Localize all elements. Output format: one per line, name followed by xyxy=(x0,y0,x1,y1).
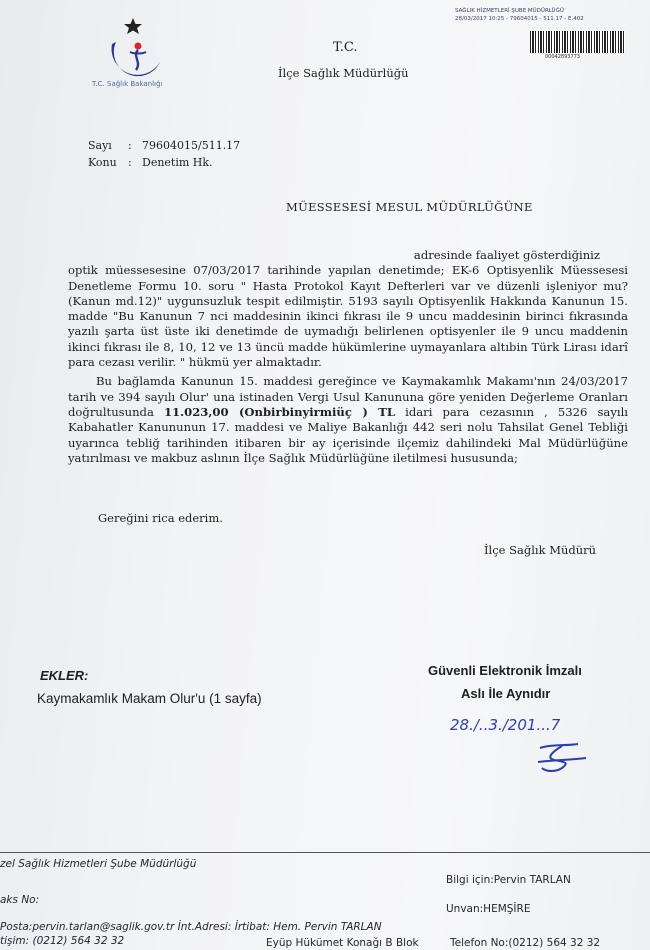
paragraph-1-first-line: adresinde faaliyet gösterdiğiniz xyxy=(413,248,600,262)
footer-phone-left: tişim: (0212) 564 32 32 xyxy=(0,935,125,947)
footer-email: Posta:pervin.tarlan@saglik.gov.tr İnt.Adresi: İrtibat: Hem. Pervin TARLAN xyxy=(0,921,382,933)
letter-body xyxy=(68,248,628,466)
footer-phone-right: Telefon No:(0212) 564 32 32 xyxy=(450,937,601,949)
certification-line-1: Güvenli Elektronik İmzalı xyxy=(428,663,582,678)
stamp-line-2: 28/03/2017 10:25 - 79604015 - 511.17 - E.402 xyxy=(455,16,584,22)
paragraph-1: optik müessesesine 07/03/2017 tarihinde yapılan denetimde; EK-6 Optisyenlik Müessesesi Denetleme Formu 10. soru " Hasta Protokol Kayıt Defterleri var ve düzenli işleniyor mu? (Kanun md.12)" uygunsuzluk tespit edilmiştir. 5193 sayılı Optisyenlik Hakkında Kanunun 15. madde "Bu Kanunun 7 nci maddesinin ikinci fıkrası ile 9 uncu maddesinin birinci fıkrasında yazılı şarta üst üste iki denetimde de uymadığı belirlenen optisyenler ile 9 uncu maddenin ikinci fıkrası ile 8, 10, 12 ve 13 üncü madde hükümlerine uymayanlara altıbin Türk Lirası idarî para cezası verilir. " hükmü yer almaktadır. xyxy=(68,263,628,370)
footer-fax: aks No: xyxy=(0,894,40,906)
department-heading: İlçe Sağlık Müdürlüğü xyxy=(278,66,409,80)
sayi-value: 79604015/511.17 xyxy=(142,139,241,152)
barcode-icon xyxy=(530,31,625,53)
certification-date: 28./..3./201...7 xyxy=(450,716,561,734)
konu-row: Konu : Denetim Hk. xyxy=(88,156,213,169)
certification-line-2: Aslı İle Aynıdır xyxy=(461,686,551,701)
fine-amount: 11.023,00 (Onbirbinyirmiüç ) TL xyxy=(163,404,396,419)
paragraph-2-part-a: Bu bağlamda Kanunun 15. maddesi gereğince ve Kaymakamlık Makamı'nın 24/03/2017 tarih ve 394 sayılı Olur' una istinaden Vergi Usul Kanununa göre yeniden Değerleme Oranları doğrultusunda xyxy=(68,374,628,419)
paragraph-2-part-b: idari para cezasının , 5326 sayılı Kabahatler Kanununun 17. maddesi ve Maliye Bakanlığı 442 seri nolu Tahsilat Genel Tebliği uyarınca tebliğ tarihinden itibaren bir ay içerisinde ilçemiz dahilindeki Mal Müdürlüğüne yatırılması ve makbuz aslının İlçe Sağlık Müdürlüğüne iletilmesi hususunda; xyxy=(68,404,628,465)
attachments-title: EKLER: xyxy=(40,668,89,683)
paragraph-2 xyxy=(68,374,628,466)
registration-stamp xyxy=(455,8,635,58)
footer-person-title: Unvan:HEMŞİRE xyxy=(446,903,531,915)
konu-label: Konu xyxy=(88,156,117,169)
footer-info: Bilgi için:Pervin TARLAN xyxy=(446,874,571,886)
footer-address: Eyüp Hükümet Konağı B Blok xyxy=(266,937,419,949)
addressee: MÜESSESESİ MESUL MÜDÜRLÜĞÜNE xyxy=(286,200,533,214)
footer-unit: zel Sağlık Hizmetleri Şube Müdürlüğü xyxy=(0,858,197,870)
handwritten-signature-icon xyxy=(532,738,592,778)
tc-heading: T.C. xyxy=(333,40,358,55)
sayi-label: Sayı xyxy=(88,139,112,152)
ministry-logo-text: T.C. Sağlık Bakanlığı xyxy=(92,80,163,88)
barcode-number: 00042893773 xyxy=(545,54,580,60)
stamp-line-1: SAĞLIK HİZMETLERİ ŞUBE MÜDÜRLÜĞÜ xyxy=(455,8,564,14)
closing-text: Gereğini rica ederim. xyxy=(98,511,223,525)
sayi-row: Sayı : 79604015/511.17 xyxy=(88,139,241,152)
signer-title: İlçe Sağlık Müdürü xyxy=(484,543,597,557)
konu-value: Denetim Hk. xyxy=(142,156,213,169)
attachment-item: Kaymakamlık Makam Olur'u (1 sayfa) xyxy=(37,691,262,706)
footer-divider xyxy=(0,852,650,853)
